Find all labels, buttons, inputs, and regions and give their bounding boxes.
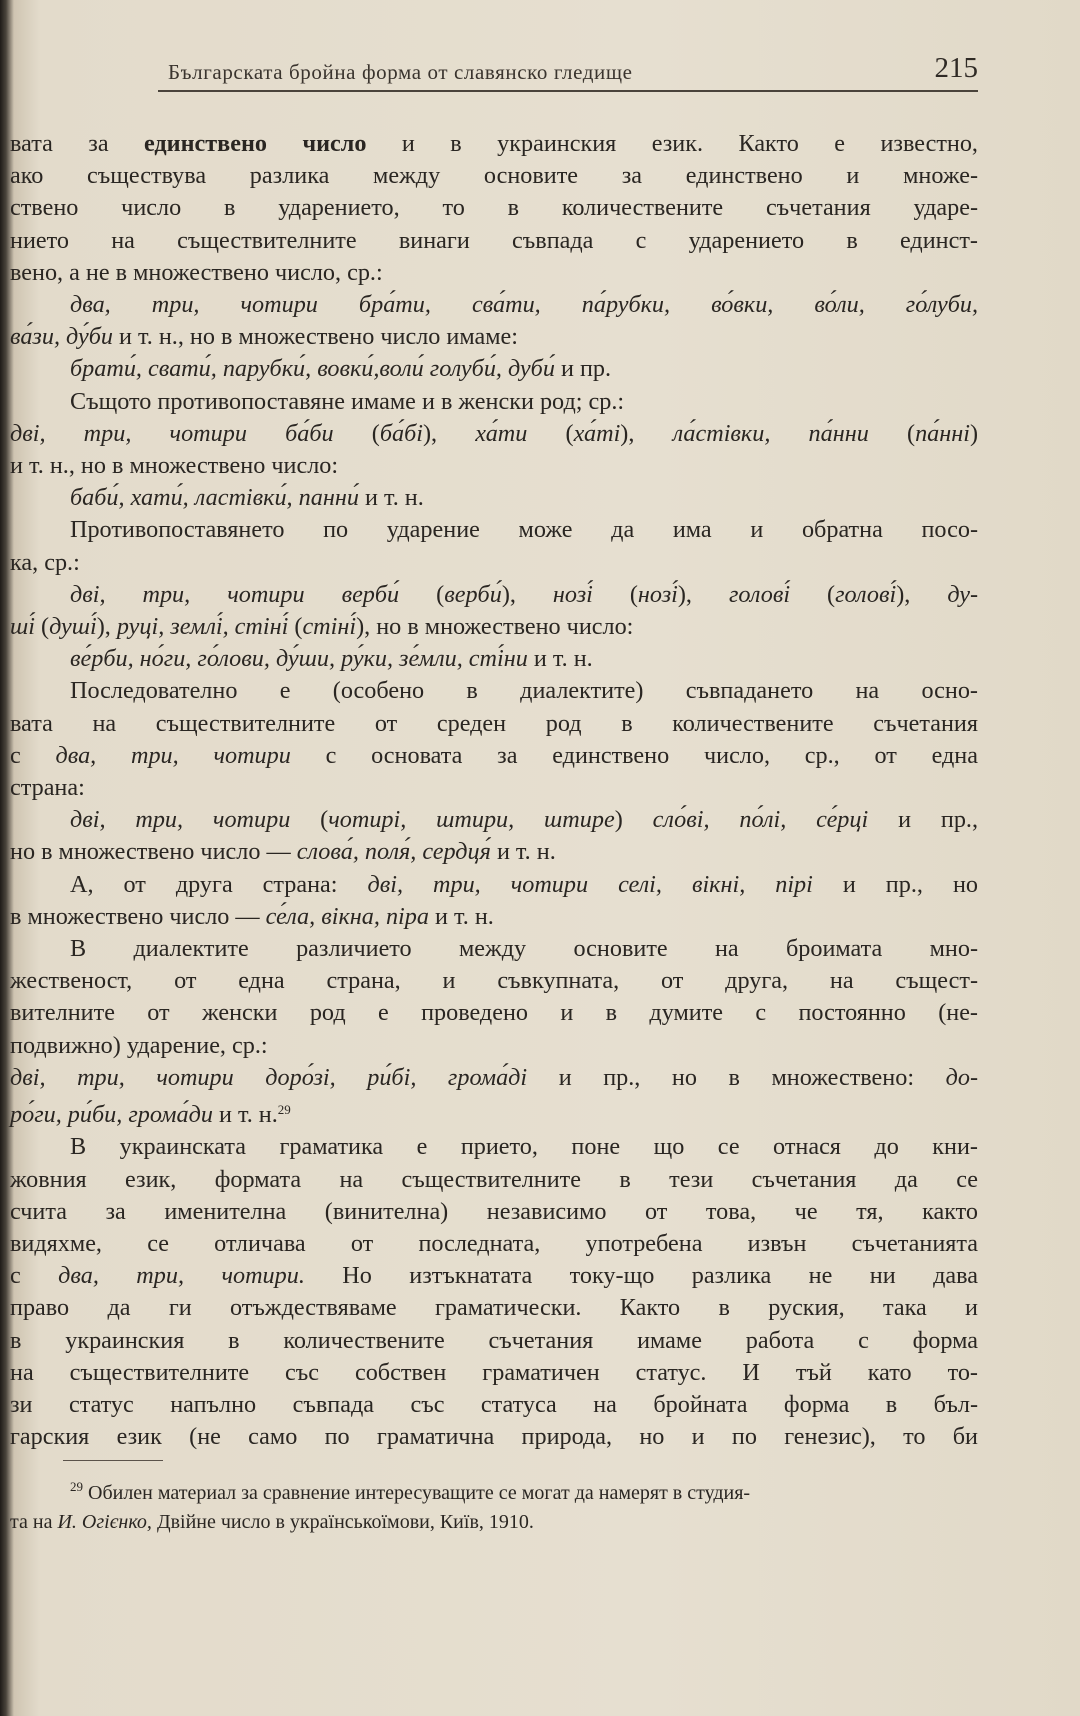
text-run: и т. н. [490,838,556,866]
text-line [10,740,978,772]
text-line [10,1131,978,1163]
text-line [10,997,978,1029]
text-run: Двійне число в українськоїмови, Київ, 1910. [151,1511,534,1533]
text-run: с основата за единствено число, ср., от една [290,741,978,769]
italic-text: ші́ [10,613,35,641]
text-line [10,643,978,675]
text-run: и т. н. [358,484,424,512]
text-run: ( [288,613,303,641]
italic-text: И. Огієнко, [57,1511,152,1533]
italic-text: душі́ [49,613,97,641]
text-run: с [10,1262,59,1290]
italic-text: ла́стівки, па́нни [672,419,869,447]
italic-text: ба́бі [379,419,423,447]
text-line [10,708,978,740]
text-run: ), но в множествено число: [356,613,634,641]
text-run: зи статус напълно съвпада със статуса на бройната форма в бъл- [10,1390,978,1418]
running-title: Българската бройна форма от славянско гледище [168,60,633,84]
text-run: вено, а не в множествено число, ср.: [10,258,383,286]
italic-text: нозі́ [552,580,593,608]
italic-text: се́ла, вікна, піра [265,902,429,930]
italic-text: верби́ [444,580,502,608]
footnote-line [10,1508,978,1537]
text-run: ( [790,580,836,608]
text-run: ( [527,419,574,447]
italic-text: ха́ті [573,419,621,447]
italic-text: ва́зи, ду́би [10,323,113,351]
italic-text: дві, три, чотири ба́би [10,419,334,447]
text-run: и пр., [868,806,979,834]
text-run: Но изтъкнатата току-що разлика не ни дава [304,1262,978,1290]
text-line [10,1164,978,1196]
footnote-number: 29 [70,1479,83,1494]
text-run: ), [677,580,729,608]
footnote-rule [63,1460,163,1461]
text-line [10,1357,978,1389]
text-line [10,1062,978,1094]
italic-text: два, три, чотири [55,741,291,769]
text-run: в украинския в количествените съчетания имаме работа с форма [10,1326,978,1354]
text-line [10,1094,978,1131]
text-run: Обилен материал за сравнение интересуващите се могат да намерят в студия- [83,1482,751,1504]
text-line [10,257,978,289]
header-rule [158,90,978,92]
text-run: ако съществува разлика между основите за единствено и множе- [10,162,978,190]
text-run: ствено число в ударението, то в количествените съчетания ударе- [10,194,978,222]
text-line [10,804,978,836]
text-run: ), [423,419,476,447]
text-run: ка, ср.: [10,548,80,576]
page-header [158,52,978,92]
text-run: подвижно) ударение, ср.: [10,1031,268,1059]
italic-text: па́нні [915,419,970,447]
text-run: нието на съществителните винаги съвпада с ударението в единст- [10,226,978,254]
text-line [10,1260,978,1292]
text-run: ( [34,613,50,641]
italic-text: ве́рби, но́ги, го́лови, ду́ши, ру́ки, зе́мли, сті́ни [70,645,528,673]
text-run: на съществителните със собствен граматичен статус. И тъй като то- [10,1358,978,1386]
text-line [10,869,978,901]
text-run: но в множествено число — [10,838,297,866]
text-run: вата за [10,130,145,157]
italic-text: слова́, поля́, сердця́ [296,838,491,866]
text-run: Същото противопоставяне имаме и в женски род; ср.: [70,387,625,415]
text-line [10,353,978,385]
page-number: 215 [934,52,978,84]
text-run: и пр., но в множествено: [527,1063,946,1091]
text-line [10,386,978,418]
text-run: ), [501,580,553,608]
text-run: ( [868,419,916,447]
text-line [10,965,978,997]
text-run: ( [399,580,445,608]
text-run: счита за именителна (винителна) независимо от това, че тя, както [10,1197,978,1225]
italic-text: ро́ги, ри́би, грома́ди [10,1101,213,1129]
italic-text: два, три, чотири. [58,1262,305,1290]
italic-text: чотирі, штири, штире [328,806,615,834]
text-line [10,611,978,643]
text-run: жественост, от една страна, и съвкупната, от друга, на същест- [10,967,978,995]
text-run: и т. н., но в множествено число имаме: [112,323,519,351]
text-run: та на [10,1511,58,1533]
italic-text: голові́ [728,580,791,608]
text-run: в множествено число — [10,902,266,930]
text-line [10,450,978,482]
text-run: В украинската граматика е прието, поне що се отнася до кни- [70,1133,978,1161]
text-line [10,321,978,353]
text-line [10,225,978,257]
text-line [10,418,978,450]
text-run: ) [969,419,979,447]
italic-text: дві, три, чотири селі, вікні, пірі [367,870,813,898]
text-run: страна: [10,774,85,802]
text-run: и т. н. [428,902,494,930]
italic-text: стіні́ [302,613,357,641]
text-run: ( [290,806,329,834]
text-line [10,514,978,546]
text-run: ), [896,580,948,608]
footnote-reference: 29 [277,1102,291,1118]
text-run: с [10,741,56,769]
italic-text: два, три, чотири бра́ти, сва́ти, па́рубки, во́вки, во́ли, го́луби, [70,291,978,319]
text-line [10,1292,978,1324]
text-line [10,192,978,224]
text-run: и в украинския език. Както е известно, [366,130,978,157]
text-run: и пр. [554,355,612,383]
text-line [10,1421,978,1453]
footnote-line [10,1472,978,1508]
text-run: Противопоставянето по ударение може да има и обратна посо- [70,516,978,544]
text-run: А, от друга страна: [70,870,368,898]
text-line [10,128,978,160]
text-line [10,1196,978,1228]
text-run: и пр., но [812,870,978,898]
text-line [10,675,978,707]
italic-text: дві, три, чотири [70,806,291,834]
text-line [10,836,978,868]
italic-text: дві, три, чотири доро́зі, ри́бі, грома́ді [10,1063,528,1091]
text-line [10,482,978,514]
text-run: В диалектите различието между основите на броимата мно- [70,935,978,963]
text-line [10,1228,978,1260]
text-line [10,772,978,804]
text-run: гарския език (не само по граматична природа, но и по генезис), то би [10,1423,978,1451]
text-run: и т. н., но в множествено число: [10,452,339,480]
text-run: ), [96,613,117,641]
italic-text: нозі́ [637,580,678,608]
text-line [10,1389,978,1421]
text-line [10,901,978,933]
text-run: ( [592,580,638,608]
body-text [10,128,978,1453]
footnotes [10,1472,978,1537]
italic-text: ду- [947,580,979,608]
text-line [10,160,978,192]
text-run: ) [614,806,653,834]
italic-text: руці, землі́, стіні́ [116,613,289,641]
text-run: и т. н. [212,1101,278,1129]
text-run: видяхме, се отличава от последната, употребена извън съчетанията [10,1229,978,1257]
italic-text: дві, три, чотири верби́ [70,580,400,608]
italic-text: сло́ві, по́лі, се́рці [652,806,869,834]
text-line [10,579,978,611]
text-line [10,289,978,321]
text-line [10,547,978,579]
bold-text: единствено число [144,130,367,157]
italic-text: баби́, хати́, ластівки́, панни́ [70,484,359,512]
italic-text: до- [945,1063,978,1091]
text-run: Последователно е (особено в диалектите) съвпадането на осно- [70,677,978,705]
text-run: вата на съществителните от среден род в количествените съчетания [10,709,978,737]
text-run: ( [333,419,380,447]
text-run: ), [620,419,673,447]
italic-text: брати́, свати́, парубки́, вовки́,воли́ голуби́, дуби́ [70,355,555,383]
text-run: право да ги отъждествяваме граматически. Както в руския, така и [10,1294,978,1322]
text-run: и т. н. [527,645,593,673]
italic-text: ха́ти [475,419,528,447]
text-line [10,1325,978,1357]
text-line [10,933,978,965]
text-run: вителните от женски род е проведено и в думите с постоянно (не- [10,999,978,1027]
text-line [10,1030,978,1062]
text-run: жовния език, формата на съществителните в тези съчетания да се [10,1165,978,1193]
italic-text: голові́ [835,580,897,608]
